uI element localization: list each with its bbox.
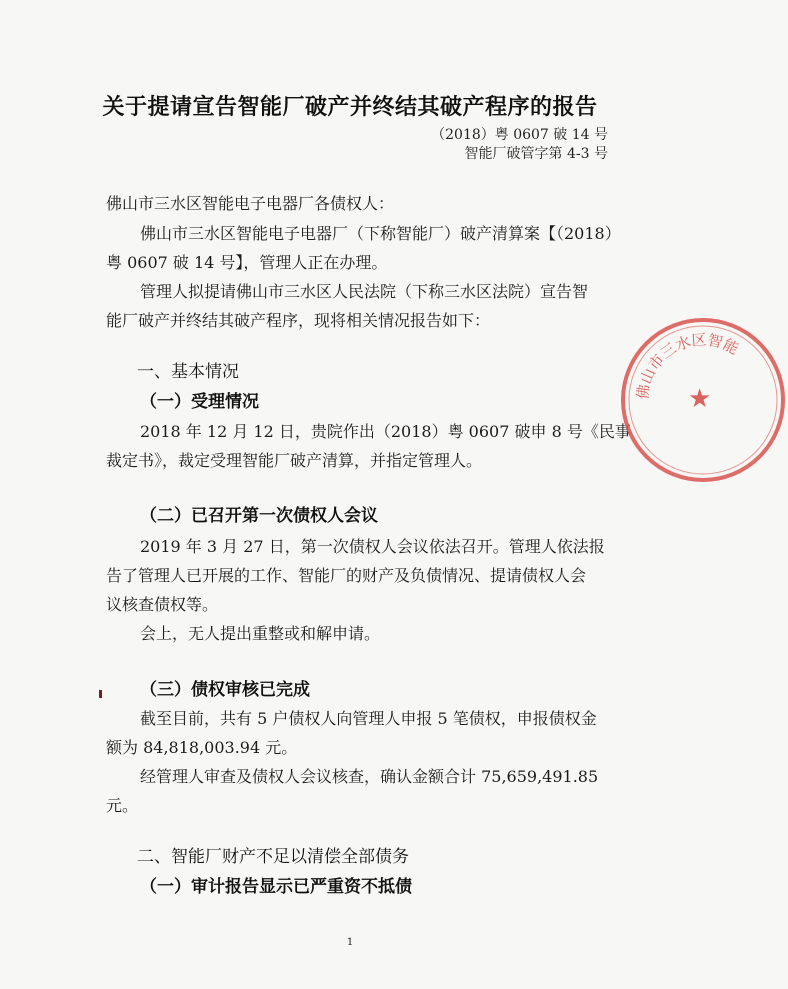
s1-2-line-2: 告了管理人已开展的工作、智能厂的财产及负债情况、提请债权人会 <box>106 566 587 585</box>
intro-line-2: 粤 0607 破 14 号】，管理人正在办理。 <box>106 253 388 272</box>
s1-1-line-1: 2018 年 12 月 12 日，贵院作出（2018）粤 0607 破申 8 号《民事 <box>140 422 631 441</box>
document-title: 关于提请宣告智能厂破产并终结其破产程序的报告 <box>102 95 598 120</box>
s1-3-line-2: 额为 84,818,003.94 元。 <box>106 738 298 757</box>
section-1-heading: 一、基本情况 <box>137 362 239 382</box>
s1-3-line-3: 经管理人审查及债权人会议核查，确认金额合计 75,659,491.85 <box>140 767 599 786</box>
intro-line-1: 佛山市三水区智能电子电器厂（下称智能厂）破产清算案【（2018） <box>140 224 621 243</box>
seal-text: 佛山市三水区智能 <box>633 330 742 401</box>
file-number: 智能厂破管字第 4-3 号 <box>464 146 608 162</box>
svg-text:★: ★ <box>688 384 712 414</box>
s1-2-line-4: 会上，无人提出重整或和解申请。 <box>140 624 381 643</box>
section-2-heading: 二、智能厂财产不足以清偿全部债务 <box>137 847 409 867</box>
page-number: 1 <box>346 937 354 948</box>
section-1-2-heading: （二）已召开第一次债权人会议 <box>140 506 378 526</box>
intro-line-4: 能厂破产并终结其破产程序，现将相关情况报告如下： <box>106 311 491 330</box>
ink-mark <box>99 690 102 698</box>
s1-3-line-1: 截至目前，共有 5 户债权人向管理人申报 5 笔债权，申报债权金 <box>140 709 597 728</box>
section-2-1-heading: （一）审计报告显示已严重资不抵债 <box>140 877 412 897</box>
section-1-1-heading: （一）受理情况 <box>140 392 259 412</box>
official-seal-icon <box>618 315 788 485</box>
addressee: 佛山市三水区智能电子电器厂各债权人： <box>106 194 395 213</box>
s1-2-line-3: 议核查债权等。 <box>106 595 219 614</box>
s1-2-line-1: 2019 年 3 月 27 日，第一次债权人会议依法召开。管理人依法报 <box>140 537 605 556</box>
s1-1-line-2: 裁定书》，裁定受理智能厂破产清算，并指定管理人。 <box>106 451 483 470</box>
s1-3-line-4: 元。 <box>106 796 139 815</box>
section-1-3-heading: （三）债权审核已完成 <box>140 680 310 700</box>
case-number: （2018）粤 0607 破 14 号 <box>431 127 608 143</box>
intro-line-3: 管理人拟提请佛山市三水区人民法院（下称三水区法院）宣告智 <box>140 282 589 301</box>
